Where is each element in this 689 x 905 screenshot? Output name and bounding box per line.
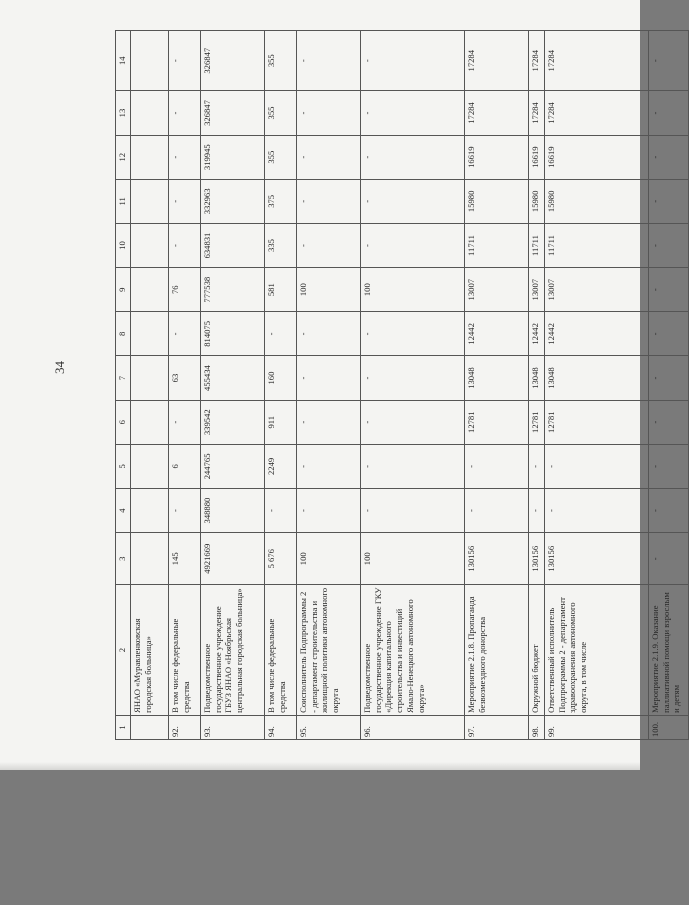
row-number-cell: 98.: [529, 715, 545, 739]
value-cell: 130156: [545, 533, 649, 585]
value-cell: 375: [265, 179, 297, 223]
row-name-cell: ЯНАО «Муравленковская городская больница»: [131, 585, 169, 716]
value-cell: 17284: [545, 91, 649, 135]
value-cell: -: [297, 356, 361, 400]
value-cell: -: [649, 91, 689, 135]
value-cell: 332963: [201, 179, 265, 223]
value-cell: 911: [265, 400, 297, 444]
table-row: [465, 31, 529, 740]
value-cell: -: [297, 31, 361, 91]
value-cell: -: [361, 135, 465, 179]
value-cell: -: [297, 312, 361, 356]
value-cell: 17284: [545, 31, 649, 91]
value-cell: [131, 488, 169, 532]
value-cell: [131, 356, 169, 400]
value-cell: -: [265, 312, 297, 356]
value-cell: -: [649, 444, 689, 488]
value-cell: 319945: [201, 135, 265, 179]
row-number-cell: [131, 715, 169, 739]
value-cell: 13048: [545, 356, 649, 400]
value-cell: [131, 444, 169, 488]
value-cell: 13048: [529, 356, 545, 400]
value-cell: -: [361, 444, 465, 488]
value-cell: 11711: [465, 223, 529, 267]
value-cell: -: [361, 356, 465, 400]
table-body: [116, 31, 689, 740]
row-name-cell: Ответственный исполнитель Подпрограммы 2 - департамент здравоохранения автономного округа, в том числе: [545, 585, 649, 716]
value-cell: 5 676: [265, 533, 297, 585]
value-cell: [131, 91, 169, 135]
value-cell: 130156: [529, 533, 545, 585]
value-cell: 12781: [529, 400, 545, 444]
value-cell: 13007: [529, 268, 545, 312]
value-cell: 814075: [201, 312, 265, 356]
value-cell: -: [361, 400, 465, 444]
rotated-table-wrapper: [115, 30, 682, 740]
value-cell: 326847: [201, 31, 265, 91]
value-cell: [131, 268, 169, 312]
value-cell: -: [169, 400, 201, 444]
page-number: 34: [52, 361, 67, 374]
value-cell: -: [649, 223, 689, 267]
value-cell: -: [545, 488, 649, 532]
value-cell: 634831: [201, 223, 265, 267]
value-cell: 63: [169, 356, 201, 400]
value-cell: -: [649, 135, 689, 179]
value-cell: 16619: [465, 135, 529, 179]
column-header: 8: [116, 312, 131, 356]
value-cell: -: [649, 31, 689, 91]
value-cell: 6: [169, 444, 201, 488]
value-cell: 17284: [465, 31, 529, 91]
value-cell: [131, 312, 169, 356]
column-header: 6: [116, 400, 131, 444]
value-cell: 777538: [201, 268, 265, 312]
value-cell: -: [529, 488, 545, 532]
value-cell: 12442: [545, 312, 649, 356]
value-cell: -: [361, 91, 465, 135]
value-cell: -: [169, 179, 201, 223]
value-cell: 15980: [529, 179, 545, 223]
value-cell: -: [465, 444, 529, 488]
table-row: [131, 31, 169, 740]
column-header: 7: [116, 356, 131, 400]
row-number-cell: 96.: [361, 715, 465, 739]
value-cell: -: [649, 179, 689, 223]
table-row: [545, 31, 649, 740]
value-cell: 145: [169, 533, 201, 585]
column-header: 14: [116, 31, 131, 91]
value-cell: -: [297, 179, 361, 223]
row-number-cell: 95.: [297, 715, 361, 739]
value-cell: -: [361, 488, 465, 532]
row-name-cell: Мероприятие 2.1.8. Пропаганда безвозмездного донорства: [465, 585, 529, 716]
budget-table: [115, 30, 689, 740]
column-header: 1: [116, 715, 131, 739]
table-row: [361, 31, 465, 740]
value-cell: 100: [361, 268, 465, 312]
value-cell: [131, 400, 169, 444]
column-header: 5: [116, 444, 131, 488]
value-cell: 326847: [201, 91, 265, 135]
value-cell: 2249: [265, 444, 297, 488]
value-cell: [131, 223, 169, 267]
value-cell: 12781: [465, 400, 529, 444]
value-cell: 11711: [545, 223, 649, 267]
table-row: [529, 31, 545, 740]
value-cell: 130156: [465, 533, 529, 585]
value-cell: -: [361, 31, 465, 91]
value-cell: -: [649, 268, 689, 312]
value-cell: 339542: [201, 400, 265, 444]
column-header: 10: [116, 223, 131, 267]
value-cell: 335: [265, 223, 297, 267]
value-cell: [131, 179, 169, 223]
value-cell: -: [169, 488, 201, 532]
value-cell: 355: [265, 91, 297, 135]
value-cell: 355: [265, 31, 297, 91]
table-row: [649, 31, 689, 740]
value-cell: -: [265, 488, 297, 532]
column-header: 13: [116, 91, 131, 135]
value-cell: -: [361, 179, 465, 223]
value-cell: [131, 31, 169, 91]
column-header: 2: [116, 585, 131, 716]
column-header: 4: [116, 488, 131, 532]
row-number-cell: 97.: [465, 715, 529, 739]
row-number-cell: 92.: [169, 715, 201, 739]
value-cell: 244765: [201, 444, 265, 488]
value-cell: -: [297, 135, 361, 179]
value-cell: 455434: [201, 356, 265, 400]
column-header: 3: [116, 533, 131, 585]
value-cell: 355: [265, 135, 297, 179]
column-header: 9: [116, 268, 131, 312]
row-name-cell: В том числе федеральные средства: [169, 585, 201, 716]
row-number-cell: 93.: [201, 715, 265, 739]
value-cell: 17284: [529, 31, 545, 91]
value-cell: 11711: [529, 223, 545, 267]
value-cell: 581: [265, 268, 297, 312]
value-cell: 12442: [529, 312, 545, 356]
row-name-cell: Соисполнитель Подпрограммы 2 - департамент строительства и жилищной политики автономного округа: [297, 585, 361, 716]
row-name-cell: В том числе федеральные средства: [265, 585, 297, 716]
value-cell: -: [545, 444, 649, 488]
value-cell: -: [297, 488, 361, 532]
value-cell: 12442: [465, 312, 529, 356]
value-cell: -: [297, 400, 361, 444]
value-cell: 13007: [465, 268, 529, 312]
value-cell: 16619: [545, 135, 649, 179]
row-number-cell: 100.: [649, 715, 689, 739]
row-number-cell: 99.: [545, 715, 649, 739]
value-cell: -: [361, 223, 465, 267]
value-cell: -: [649, 488, 689, 532]
value-cell: 17284: [465, 91, 529, 135]
row-name-cell: Мероприятие 2.1.9. Оказание паллиативной помощи взрослым и детям: [649, 585, 689, 716]
table-row: [297, 31, 361, 740]
column-header: 12: [116, 135, 131, 179]
value-cell: -: [169, 312, 201, 356]
value-cell: 348880: [201, 488, 265, 532]
value-cell: -: [169, 223, 201, 267]
value-cell: 13048: [465, 356, 529, 400]
value-cell: -: [529, 444, 545, 488]
value-cell: -: [297, 444, 361, 488]
value-cell: 100: [297, 268, 361, 312]
value-cell: [131, 533, 169, 585]
table-row: [265, 31, 297, 740]
value-cell: -: [649, 312, 689, 356]
column-header: 11: [116, 179, 131, 223]
header-row: [116, 31, 131, 740]
value-cell: -: [169, 135, 201, 179]
row-name-cell: Подведомственное государственное учреждение ГБУЗ ЯНАО «Ноябрьская центральная городская больница»: [201, 585, 265, 716]
value-cell: 100: [361, 533, 465, 585]
value-cell: -: [361, 312, 465, 356]
value-cell: -: [649, 400, 689, 444]
value-cell: -: [169, 31, 201, 91]
value-cell: -: [649, 533, 689, 585]
table-row: [201, 31, 265, 740]
value-cell: [131, 135, 169, 179]
value-cell: 4921669: [201, 533, 265, 585]
value-cell: -: [169, 91, 201, 135]
table-row: [169, 31, 201, 740]
value-cell: 76: [169, 268, 201, 312]
value-cell: 17284: [529, 91, 545, 135]
row-number-cell: 94.: [265, 715, 297, 739]
row-name-cell: Подведомственное государственное учреждение ГКУ «Дирекция капитального строительства и инвестиций Ямало-Ненецкого автономного округа»: [361, 585, 465, 716]
value-cell: 16619: [529, 135, 545, 179]
value-cell: 100: [297, 533, 361, 585]
value-cell: -: [297, 91, 361, 135]
value-cell: -: [649, 356, 689, 400]
value-cell: 15980: [545, 179, 649, 223]
value-cell: 160: [265, 356, 297, 400]
value-cell: -: [465, 488, 529, 532]
row-name-cell: Окружной бюджет: [529, 585, 545, 716]
value-cell: 15980: [465, 179, 529, 223]
value-cell: 13007: [545, 268, 649, 312]
value-cell: -: [297, 223, 361, 267]
value-cell: 12781: [545, 400, 649, 444]
